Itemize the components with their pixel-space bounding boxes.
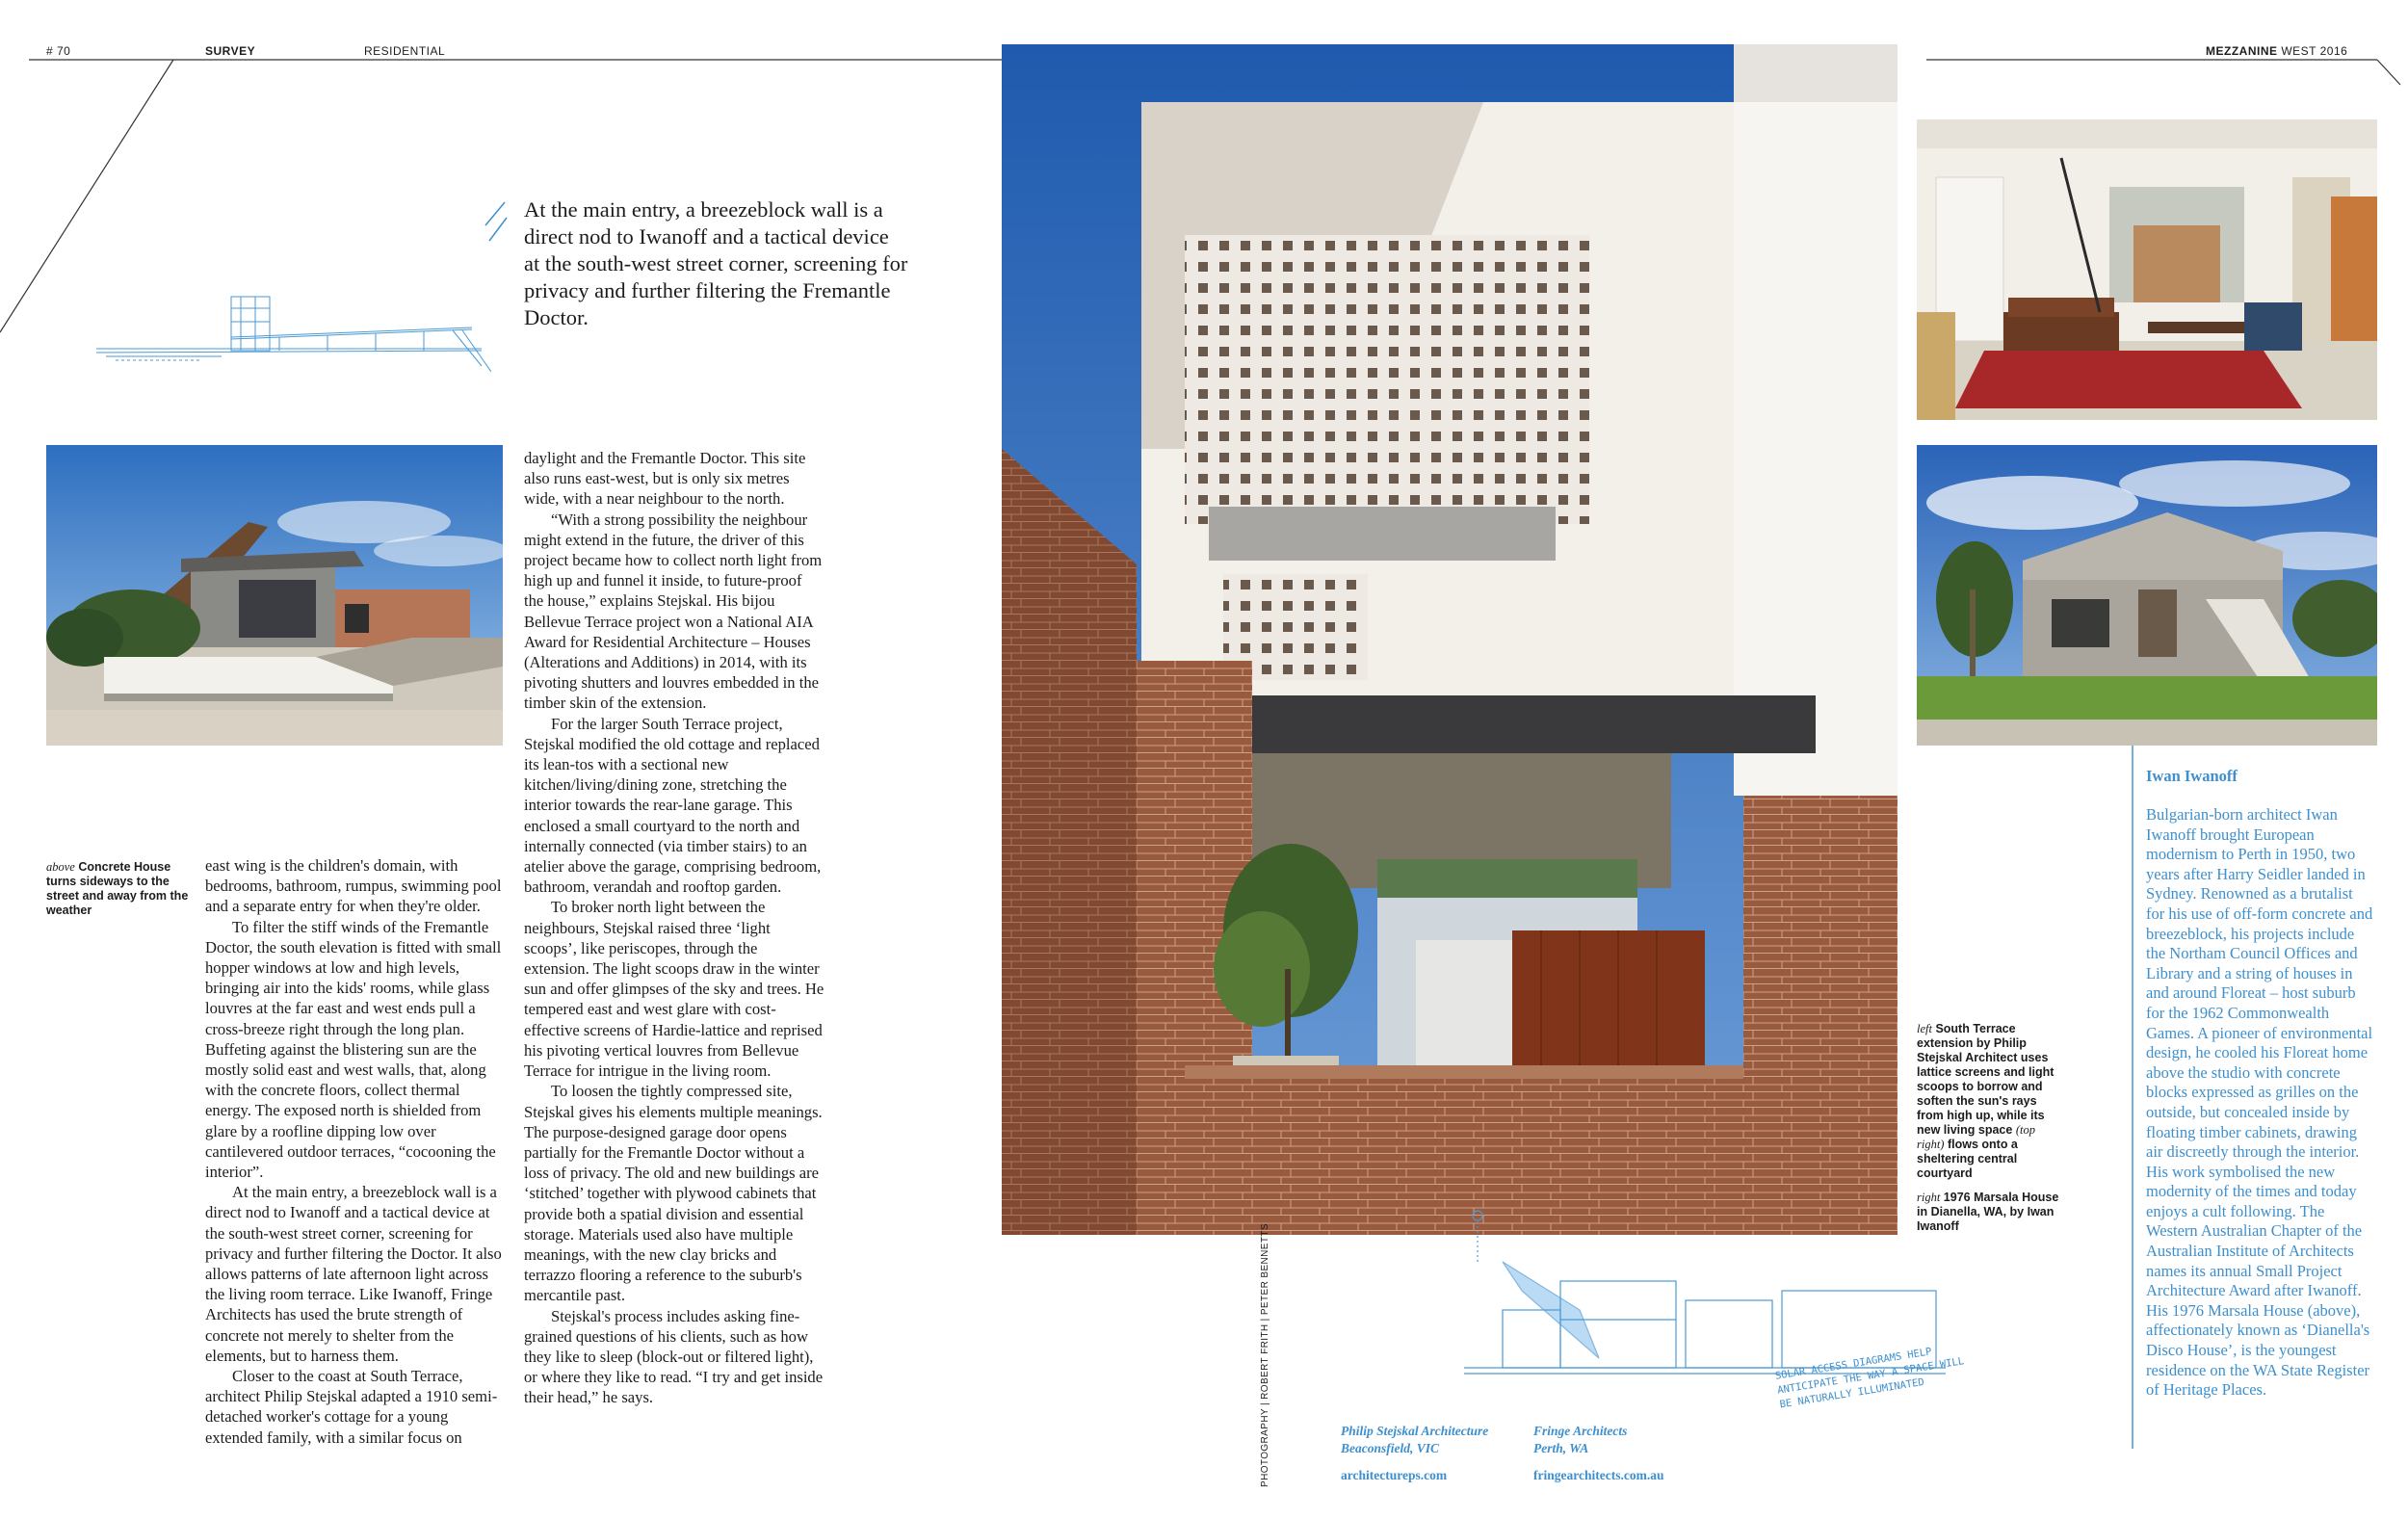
photography-credit: PHOTOGRAPHY | ROBERT FRITH | PETER BENNETTS <box>1260 1223 1270 1487</box>
magazine-name: MEZZANINE <box>2206 44 2278 58</box>
caption-lead: right <box>1917 1191 1941 1204</box>
firm1-name: Philip Stejskal Architecture <box>1341 1424 1489 1438</box>
category-label: RESIDENTIAL <box>364 44 446 58</box>
body-column-1 <box>205 855 504 1448</box>
caption-lead: above <box>46 860 75 874</box>
paragraph: To filter the stiff winds of the Fremantle Doctor, the south elevation is fitted with small hopper windows at low and high levels, bringing air into the kids' rooms, while glass louvres at the far east and west ends pull a cross-breeze right through the long plan. Buffeting against the blistering sun are the mostly solid east and west walls, that, along with the concrete floors, collect thermal energy. The exposed north is shielded from glare by a roofline dipping low over cantilevered outdoor terraces, “cocooning the interior”. <box>205 917 502 1182</box>
issue-label: WEST 2016 <box>2281 44 2348 58</box>
firm2-link[interactable]: fringearchitects.com.au <box>1533 1468 1664 1482</box>
concrete-house-photo <box>46 445 503 746</box>
caption-aside: (top right) <box>1917 1123 2035 1151</box>
paragraph: “With a strong possibility the neighbour might extend in the future, the driver of this project became how to collect north light from high up and funnel it inside, to future-proof the house,” explains Stejskal. His bijou Bellevue Terrace project won a National AIA Award for Residential Architecture – Houses (Alterations and Additions) in 2014, with its pivoting shutters and louvres embedded in the timber skin of the extension. <box>524 510 823 713</box>
section-label: SURVEY <box>205 44 256 58</box>
paragraph: To loosen the tightly compressed site, Stejskal gives his elements multiple meanings. The purpose-designed garage door opens partially for the Fremantle Doctor without a loss of privacy. The old and new buildings are ‘stitched’ together with plywood cabinets that provide both a spatial division and essential storage. Materials used also have multiple meanings, with the new clay bricks and terrazzo flooring a reference to the suburb's mercantile past. <box>524 1082 823 1305</box>
south-terrace-photo <box>1002 44 1898 1235</box>
paragraph: Closer to the coast at South Terrace, architect Philip Stejskal adapted a 1910 semi-detached worker's cottage for a young extended family, with a similar focus on <box>205 1367 498 1447</box>
south-terrace-caption <box>1917 1022 2061 1181</box>
paragraph: daylight and the Fremantle Doctor. This site also runs east-west, but is only six metres wide, with a near neighbour to the north. <box>524 449 806 509</box>
sidebar-rule <box>2119 746 2148 1458</box>
caption-text: South Terrace extension by Philip Stejskal Architect uses lattice screens and light scoops to borrow and soften the sun's rays from high up, while its new living space <box>1917 1022 2055 1137</box>
caption-text-end: flows onto a sheltering central courtyard <box>1917 1138 2018 1180</box>
marsala-house-photo <box>1917 445 2377 746</box>
slash-mark-icon <box>482 198 510 247</box>
concrete-house-caption <box>46 860 193 918</box>
firm1-location: Beaconsfield, VIC <box>1341 1441 1440 1455</box>
living-space-photo <box>1917 119 2377 420</box>
firm2-location: Perth, WA <box>1533 1441 1589 1455</box>
firm1-link[interactable]: architectureps.com <box>1341 1468 1448 1482</box>
pull-quote: At the main entry, a breezeblock wall is a direct nod to Iwanoff and a tactical device at the south-west street corner, screening for privacy and further filtering the Fremantle Doctor. <box>524 197 908 329</box>
paragraph: For the larger South Terrace project, Stejskal modified the old cottage and replaced its lean-tos with a sectional new kitchen/living/dining zone, stretching the interior towards the rear-lane garage. This enclosed a small courtyard to the north and internally connected (via timber stairs) to an atelier above the garage, comprising bedroom, bathroom, verandah and rooftop garden. <box>524 714 822 897</box>
sidebar-title: Iwan Iwanoff <box>2146 767 2238 785</box>
caption-lead: left <box>1917 1022 1932 1035</box>
caption-text: 1976 Marsala House in Dianella, WA, by Iwan Iwanoff <box>1917 1191 2059 1233</box>
paragraph: east wing is the children's domain, with bedrooms, bathroom, rumpus, swimming pool and a separate entry for when they're older. <box>205 856 502 916</box>
caption-text: Concrete House turns sideways to the street and away from the weather <box>46 860 189 917</box>
page-number: # 70 <box>46 44 71 58</box>
paragraph: Stejskal's process includes asking fine-grained questions of his clients, such as how they like to sleep (block-out or filtered light), or where they like to read. “I try and get inside their head,” he says. <box>524 1306 824 1407</box>
section-sketch <box>87 289 491 395</box>
sidebar-text: Bulgarian-born architect Iwan Iwanoff brought European modernism to Perth in 1950, two years after Harry Seidler landed in Sydney. Renowned as a brutalist for his use of off-form concrete and breezeblock, his projects include the Northam Council Offices and Library and a string of houses in and around Floreat – host suburb for the 1962 Commonwealth Games. A pioneer of environmental design, he cooled his Floreat home above the studio with concrete blocks expressed as grilles on the outside, but concealed inside by floating timber cabinets, drawing air discreetly through the interior. His work symbolised the new modernity of the times and today enjoys a cult following. The Western Australian Chapter of the Australian Institute of Architects names its annual Small Project Architecture Award after Iwanoff. His 1976 Marsala House (above), affectionately known as ‘Dianella's Disco House’, is the youngest residence on the WA State Register of Heritage Places. <box>2146 805 2373 1400</box>
firm2-name: Fringe Architects <box>1533 1424 1628 1438</box>
paragraph: To broker north light between the neighbours, Stejskal raised three ‘light scoops’, like periscopes, through the extension. The light scoops draw in the winter sun and offer glimpses of the sky and trees. He tempered east and west glare with cost-effective screens of Hardie-lattice and reprised his pivoting vertical louvres from Bellevue Terrace for intrigue in the living room. <box>524 898 824 1081</box>
sketch-note: SOLAR ACCESS DIAGRAMS HELP ANTICIPATE THE WAY A SPACE WILL BE NATURALLY ILLUMINATED <box>1774 1346 1965 1411</box>
paragraph: At the main entry, a breezeblock wall is a direct nod to Iwanoff and a tactical device at the south-west street corner, screening for privacy and further filtering the Doctor. It also allows patterns of late afternoon light across the living room terrace. Like Iwanoff, Fringe Architects has used the brute strength of concrete not merely to shelter from the elements, but to harness them. <box>205 1183 502 1365</box>
body-column-2 <box>524 448 824 1408</box>
